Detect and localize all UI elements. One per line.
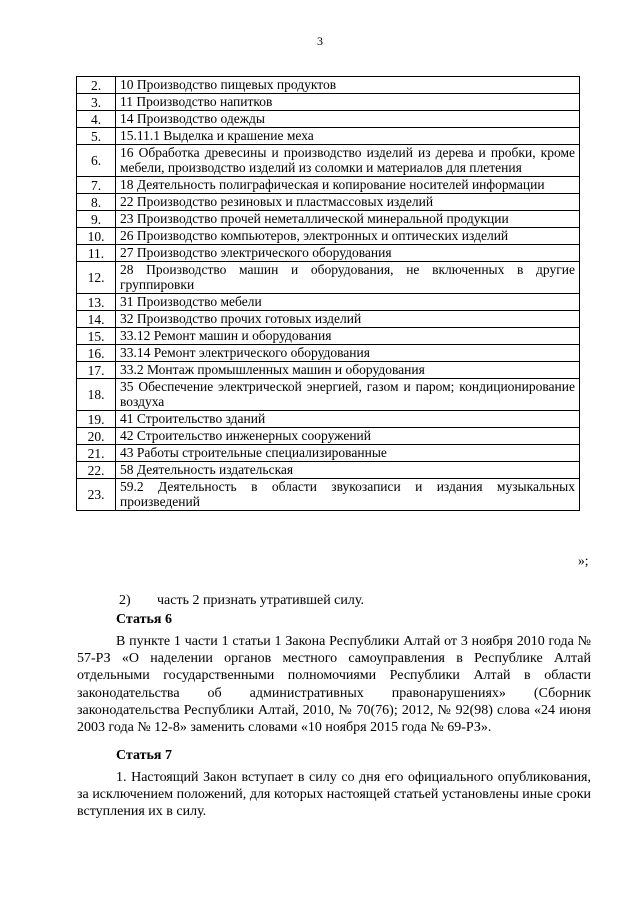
row-text: 33.2 Монтаж промышленных машин и оборудования <box>116 362 580 379</box>
row-number: 6. <box>77 145 116 177</box>
list-marker: 2) <box>119 593 131 608</box>
row-text: 27 Производство электрического оборудования <box>116 245 580 262</box>
row-number: 22. <box>77 462 116 479</box>
row-number: 2. <box>77 77 116 94</box>
row-number: 16. <box>77 345 116 362</box>
table-row <box>77 245 580 262</box>
table-row <box>77 177 580 194</box>
row-text: 28 Производство машин и оборудования, не включенных в другие группировки <box>116 262 580 294</box>
row-number: 18. <box>77 379 116 411</box>
row-text: 26 Производство компьютеров, электронных и оптических изделий <box>116 228 580 245</box>
row-number: 21. <box>77 445 116 462</box>
row-text: 43 Работы строительные специализированные <box>116 445 580 462</box>
table-row <box>77 462 580 479</box>
row-text: 11 Производство напитков <box>116 94 580 111</box>
row-number: 20. <box>77 428 116 445</box>
table-row <box>77 94 580 111</box>
table-row <box>77 345 580 362</box>
table-row <box>77 111 580 128</box>
row-number: 10. <box>77 228 116 245</box>
row-text: 14 Производство одежды <box>116 111 580 128</box>
row-number: 23. <box>77 479 116 511</box>
row-text: 35 Обеспечение электрической энергией, газом и паром; кондиционирование воздуха <box>116 379 580 411</box>
table-row <box>77 145 580 177</box>
row-number: 5. <box>77 128 116 145</box>
row-text: 41 Строительство зданий <box>116 411 580 428</box>
row-text: 18 Деятельность полиграфическая и копирование носителей информации <box>116 177 580 194</box>
table-row <box>77 228 580 245</box>
row-number: 19. <box>77 411 116 428</box>
row-text: 16 Обработка древесины и производство изделий из дерева и пробки, кроме мебели, производство изделий из соломки и материалов для плетения <box>116 145 580 177</box>
table-row <box>77 77 580 94</box>
table-body <box>77 77 580 511</box>
table-row <box>77 328 580 345</box>
row-number: 8. <box>77 194 116 211</box>
row-text: 42 Строительство инженерных сооружений <box>116 428 580 445</box>
article-6-paragraph: В пункте 1 части 1 статьи 1 Закона Республики Алтай от 3 ноября 2010 года № 57-РЗ «О наделении органов местного самоуправления в Республике Алтай отдельными государственными полномочиями Республики Алтай в области законодательства об административных правонарушениях» (Сборник законодательства Республики Алтай, 2010, № 70(76); 2012, № 92(98) слова «24 июня 2003 года № 12-8» заменить словами «10 ноября 2015 года № 69-РЗ». <box>77 634 591 736</box>
row-number: 11. <box>77 245 116 262</box>
row-number: 7. <box>77 177 116 194</box>
table-row <box>77 311 580 328</box>
row-text: 23 Производство прочей неметаллической минеральной продукции <box>116 211 580 228</box>
row-text: 59.2 Деятельность в области звукозаписи и издания музыкальных произведений <box>116 479 580 511</box>
article-7-paragraph: 1. Настоящий Закон вступает в силу со дня его официального опубликования, за исключением положений, для которых настоящей статьей установлены иные сроки вступления их в силу. <box>77 770 591 820</box>
row-number: 15. <box>77 328 116 345</box>
row-text: 33.14 Ремонт электрического оборудования <box>116 345 580 362</box>
article-6-heading: Статья 6 <box>116 612 172 627</box>
table-row <box>77 194 580 211</box>
row-text: 15.11.1 Выделка и крашение меха <box>116 128 580 145</box>
list-item-2 <box>77 592 591 609</box>
row-number: 3. <box>77 94 116 111</box>
row-text: 10 Производство пищевых продуктов <box>116 77 580 94</box>
table-row <box>77 428 580 445</box>
table-row <box>77 211 580 228</box>
row-number: 9. <box>77 211 116 228</box>
closing-quote: »; <box>578 553 589 568</box>
table-row <box>77 262 580 294</box>
table-row <box>77 379 580 411</box>
row-text: 33.12 Ремонт машин и оборудования <box>116 328 580 345</box>
table-row <box>77 445 580 462</box>
table-row <box>77 362 580 379</box>
row-text: 32 Производство прочих готовых изделий <box>116 311 580 328</box>
table-row <box>77 411 580 428</box>
list-item-text: часть 2 признать утратившей силу. <box>157 593 364 608</box>
row-number: 14. <box>77 311 116 328</box>
table-row <box>77 128 580 145</box>
page-number: 3 <box>317 34 323 48</box>
row-number: 4. <box>77 111 116 128</box>
row-text: 58 Деятельность издательская <box>116 462 580 479</box>
row-number: 17. <box>77 362 116 379</box>
row-number: 12. <box>77 262 116 294</box>
row-text: 22 Производство резиновых и пластмассовых изделий <box>116 194 580 211</box>
article-7-heading: Статья 7 <box>116 748 172 763</box>
table-row <box>77 479 580 511</box>
activity-codes-table <box>76 76 580 511</box>
row-text: 31 Производство мебели <box>116 294 580 311</box>
table-row <box>77 294 580 311</box>
row-number: 13. <box>77 294 116 311</box>
